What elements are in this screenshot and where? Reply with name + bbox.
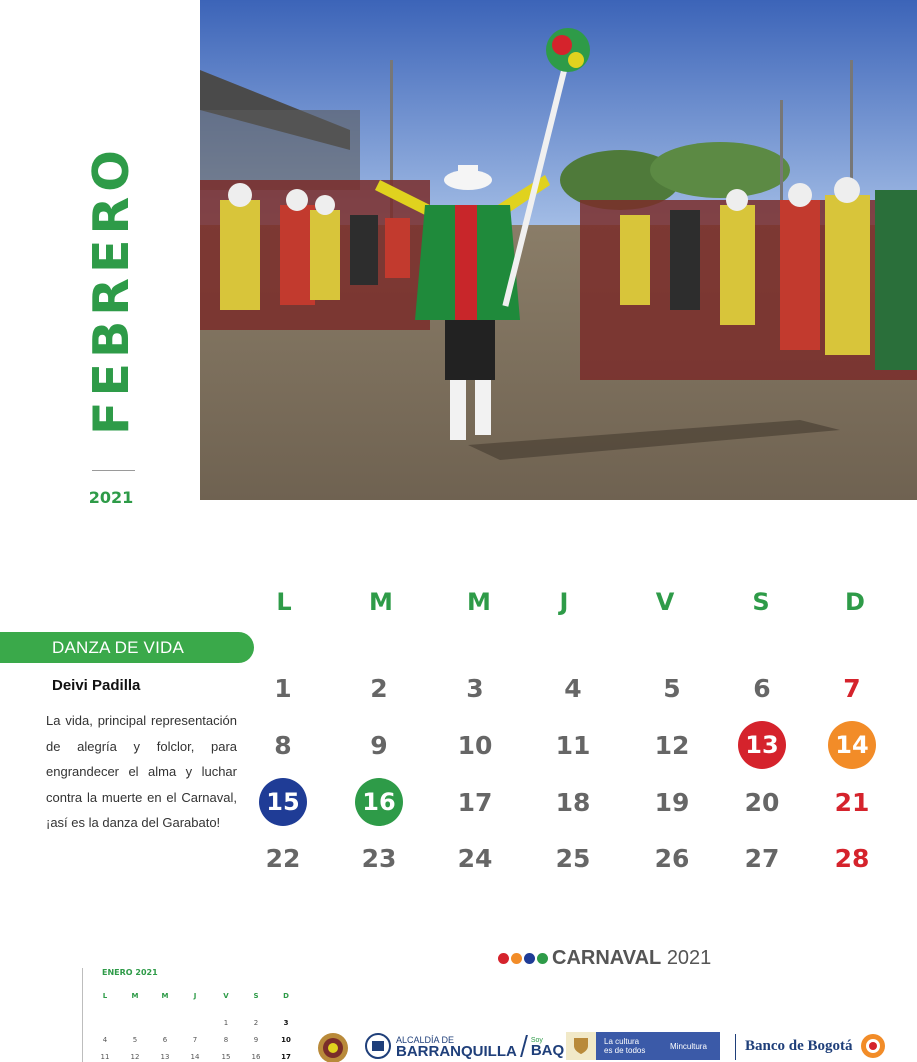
mini-day: 8 [223, 1036, 229, 1044]
mini-day: 6 [162, 1036, 168, 1044]
calendar-day: 11 [555, 730, 591, 760]
mini-day: 5 [132, 1036, 138, 1044]
calendar-day: 1 [274, 673, 292, 703]
calendar-day: 4 [564, 673, 582, 703]
calendar-day: 10 [457, 730, 493, 760]
calendar-day: 2 [370, 673, 388, 703]
cultura-line-2: es de todos [604, 1046, 646, 1055]
calendar-day: 27 [744, 843, 780, 873]
calendar-day: 17 [457, 787, 493, 817]
calendar-day-highlighted: 13 [738, 721, 786, 769]
calendar-day: 28 [834, 843, 870, 873]
weekday-sun: D [845, 588, 865, 616]
weekday-mon: L [276, 588, 292, 616]
bank-emblem-icon [859, 1032, 887, 1060]
caption-author: Deivi Padilla [52, 677, 141, 694]
caption-banner [0, 632, 254, 663]
alcaldia-big-text: BARRANQUILLA [396, 1043, 517, 1060]
mini-weekday: M [161, 992, 169, 1000]
calendar-day: 26 [654, 843, 690, 873]
calendar-day-highlighted: 15 [259, 778, 307, 826]
mini-day: 2 [253, 1019, 259, 1027]
brand-dot-red [498, 953, 509, 964]
mini-day: 14 [190, 1053, 200, 1061]
bank-divider [735, 1034, 736, 1060]
weekday-fri: V [655, 588, 675, 616]
bank-name: Banco de Bogotá [745, 1037, 853, 1054]
calendar-day: 20 [744, 787, 780, 817]
bank-logo [745, 1030, 887, 1062]
mini-day: 7 [192, 1036, 198, 1044]
bao-text: BAQ [530, 1042, 565, 1059]
carnaval-word: CARNAVAL [552, 947, 662, 969]
brand-dot-orange [511, 953, 522, 964]
mini-weekday: S [253, 992, 259, 1000]
mini-weekday: V [223, 992, 229, 1000]
mini-day: 11 [100, 1053, 110, 1061]
seal-logo [314, 1030, 352, 1062]
calendar-day: 9 [370, 730, 388, 760]
mincultura-logo [566, 1030, 720, 1062]
calendar-day: 3 [466, 673, 484, 703]
logo-separator [520, 1035, 528, 1057]
mini-day: 3 [283, 1019, 289, 1027]
mini-day: 13 [160, 1053, 170, 1061]
brand-dot-green [537, 953, 548, 964]
calendar-day: 22 [265, 843, 301, 873]
alcaldia-logo [364, 1030, 564, 1062]
calendar-day: 23 [361, 843, 397, 873]
alcaldia-emblem-icon [364, 1032, 392, 1060]
cultura-line-1: La cultura [604, 1037, 640, 1046]
mini-day: 16 [251, 1053, 261, 1061]
weekday-thu: J [559, 588, 569, 616]
alcaldia-small-text: ALCALDÍA DE [396, 1035, 455, 1045]
calendar-day: 25 [555, 843, 591, 873]
calendar-day: 19 [654, 787, 690, 817]
mini-day: 12 [130, 1053, 140, 1061]
carnaval-brand [552, 947, 711, 970]
carnaval-year: 2021 [666, 947, 712, 969]
colombia-shield-icon [566, 1032, 596, 1060]
mini-day: 15 [221, 1053, 231, 1061]
mini-day: 1 [223, 1019, 229, 1027]
calendar-day: 7 [843, 673, 861, 703]
caption-title: DANZA DE VIDA [52, 638, 185, 657]
mini-calendar-title: ENERO 2021 [102, 968, 158, 977]
mini-calendar [82, 968, 302, 1062]
title-divider [92, 470, 135, 471]
calendar-day: 21 [834, 787, 870, 817]
mini-day: 17 [281, 1053, 291, 1061]
weekday-tue: M [369, 588, 393, 616]
mincultura-text: Mincultura [670, 1041, 707, 1051]
year-label: 2021 [88, 488, 134, 507]
calendar-day: 8 [274, 730, 292, 760]
calendar-day: 24 [457, 843, 493, 873]
weekday-wed: M [467, 588, 491, 616]
mini-day: 10 [281, 1036, 291, 1044]
mini-weekday: M [131, 992, 139, 1000]
calendar-day: 6 [753, 673, 771, 703]
mini-weekday: D [283, 992, 289, 1000]
bao-top-text: Soy [530, 1037, 543, 1044]
calendar-day: 18 [555, 787, 591, 817]
weekday-sat: S [752, 588, 770, 616]
calendar-day: 12 [654, 730, 690, 760]
calendar-day-highlighted: 14 [828, 721, 876, 769]
brand-dot-blue [524, 953, 535, 964]
mini-day: 4 [102, 1036, 108, 1044]
calendar-day-highlighted: 16 [355, 778, 403, 826]
month-title: FEBRERO [83, 145, 140, 435]
calendar-day: 5 [663, 673, 681, 703]
caption-text: La vida, principal representación de alegría y folclor, para engrandecer el alma y luchar contra la muerte en el Carnaval, ¡así es la danza del Garabato! [46, 713, 237, 830]
carnival-photo [200, 0, 917, 500]
mini-weekday: J [193, 992, 197, 1000]
mini-day: 9 [253, 1036, 259, 1044]
mini-weekday: L [102, 992, 108, 1000]
